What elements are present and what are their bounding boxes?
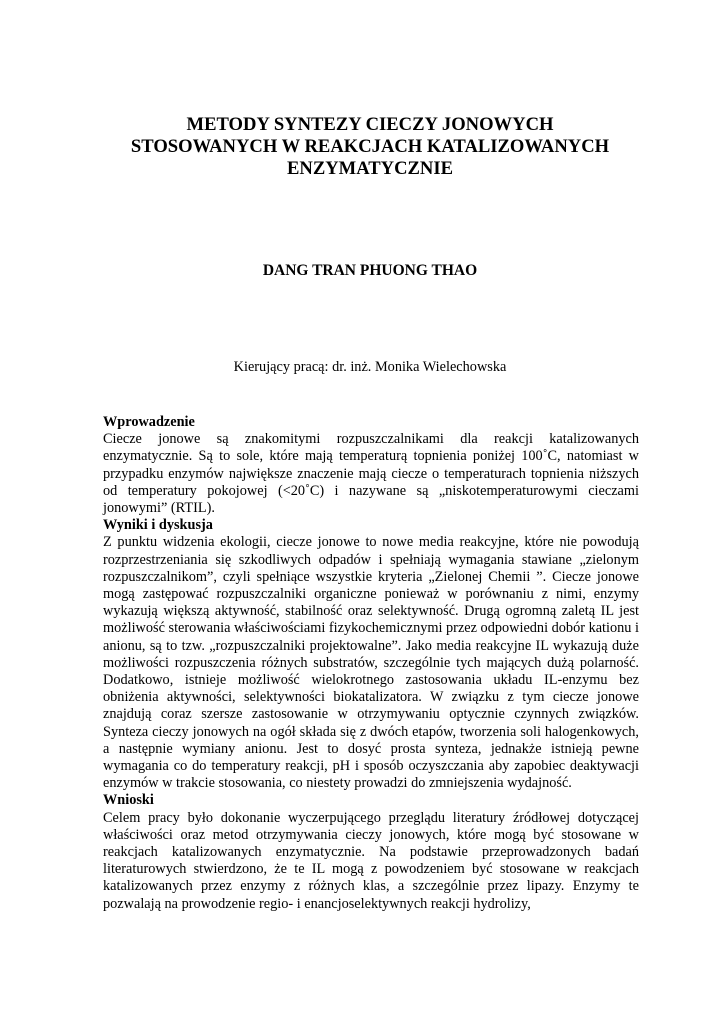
title-line: STOSOWANYCH W REAKCJACH KATALIZOWANYCH xyxy=(130,136,610,157)
section-heading: Wnioski xyxy=(103,792,154,809)
document-body xyxy=(103,414,639,913)
section-results-discussion xyxy=(103,517,639,792)
section-conclusions xyxy=(103,792,639,912)
section-paragraph: Celem pracy było dokonanie wyczerpującego przeglądu literatury źródłowej dotyczącej właściwości oraz metod otrzymywania cieczy jonowych, które mogą być stosowane w reakcjach katalizowanych enzymatycznie. Na podstawie przeprowadzonych badań literaturowych stwierdzono, że te IL mogą z powodzeniem być stosowane w reakcjach katalizowanych przez enzymy z różnych klas, a szczególnie przez lipazy. Enzymy te pozwalają na prowodzenie regio- i enancjoselektywnych reakcji hydrolizy, xyxy=(103,809,639,912)
supervisor-line: Kierujący pracą: dr. inż. Monika Wielechowska xyxy=(233,359,507,375)
section-paragraph: Z punktu widzenia ekologii, ciecze jonowe to nowe media reakcyjne, które nie powodują rozprzestrzeniania się szkodliwych odpadów i spełniają wymagania stawiane „zielonym rozpuszczalnikom”, czyli spełniące wszystkie kryteria „Zielonej Chemii ”. Ciecze jonowe mogą zastępować rozpuszczalniki organiczne ponieważ w porównaniu z nimi, enzymy wykazują większą aktywność, stabilność oraz selektywność. Drugą ogromną zaletą IL jest możliwość sterowania właściwościami fizykochemicznymi przez odpowiedni dobór kationu i anionu, są to tzw. „rozpuszczalniki projektowalne”. Jako media reakcyjne IL wykazują duże możliwości rozpuszczenia różnych substratów, szczególnie tych mających dużą polarność. Dodatkowo, istnieje możliwość wielokrotnego zastosowania układu IL-enzymu bez obniżenia aktywności, selektywności biokatalizatora. W związku z tym ciecze jonowe znajdują coraz szersze zastosowanie w otrzymywaniu optycznie czynnych związków. Synteza cieczy jonowych na ogół składa się z dwóch etapów, tworzenia soli halogenkowych, a następnie wymiany anionu. Jest to dosyć prosta synteza, jednakże istnieją pewne wymagania co do temperatury reakcji, pH i sposób oczyszczania aby zapobiec deaktywacji enzymów w trakcie stosowania, co niestety prowadzi do zmniejszenia wydajność. xyxy=(103,534,639,792)
section-heading: Wprowadzenie xyxy=(103,414,195,430)
section-paragraph: Ciecze jonowe są znakomitymi rozpuszczalnikami dla reakcji katalizowanych enzymatycznie. Są to sole, które mają temperaturą topnienia poniżej 100˚C, natomiast w przypadku enzymów największe znaczenie mają ciecze o temperaturach topnienia niższych od temperatury pokojowej (<20˚C) i nazywane są „niskotemperaturowymi cieczami jonowymi” (RTIL). xyxy=(103,431,639,517)
section-heading: Wyniki i dyskusja xyxy=(103,517,213,534)
section-introduction xyxy=(103,414,639,517)
title-line: METODY SYNTEZY CIECZY JONOWYCH xyxy=(186,114,554,135)
author-name: DANG TRAN PHUONG THAO xyxy=(262,262,478,279)
document-title xyxy=(100,114,640,180)
title-line: ENZYMATYCZNIE xyxy=(287,158,453,179)
